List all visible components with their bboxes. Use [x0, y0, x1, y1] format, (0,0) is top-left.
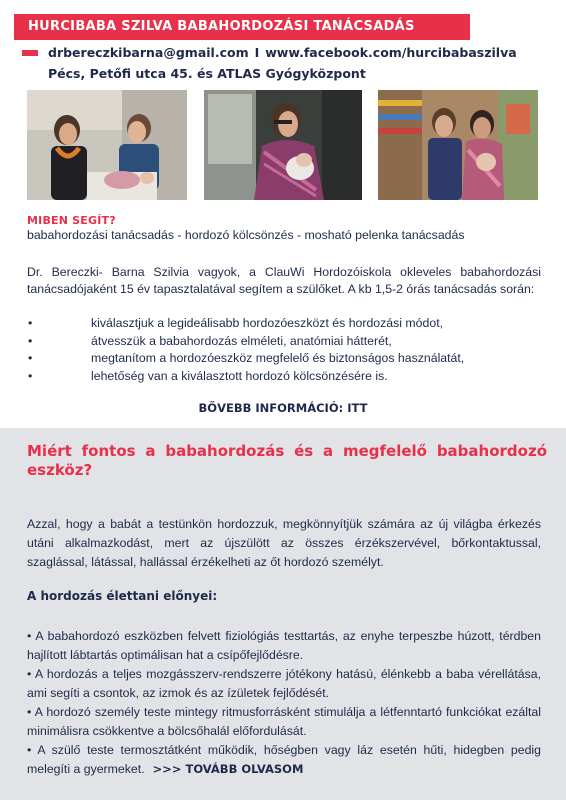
photo-consultation-changing-table [27, 90, 187, 200]
bullet-symbol: • [28, 368, 33, 383]
list-item-text: átvesszük a babahordozás elméleti, anatómiai hátterét, [91, 333, 392, 348]
help-heading: MIBEN SEGÍT? [27, 214, 116, 227]
list-item [27, 350, 547, 368]
contact-separator: I [254, 45, 260, 60]
services-line: babahordozási tanácsadás - hordozó kölcsönzés - mosható pelenka tanácsadás [27, 228, 465, 242]
address: Pécs, Petőfi utca 45. és ATLAS Gyógyközpont [48, 66, 366, 81]
list-item-text: kiválasztjuk a legideálisabb hordozóeszközt és hordozási módot, [91, 316, 444, 330]
intro-paragraph: Dr. Bereczki- Barna Szilvia vagyok, a ClauWi Hordozóiskola okleveles babahordozási tanácsadójaként 15 év tapasztalatával segítem a szülőket. A kb 1,5-2 órás tanácsadás során: [27, 265, 541, 296]
contact-line [48, 45, 548, 60]
photo-wrap-lesson [378, 90, 538, 200]
benefit-item: • A hordozó személy teste mintegy ritmusforrásként stimulálja a létfenntartó funkciókat ezáltal minimálisra csökkentve a bölcsőhalál előfordulását. [27, 705, 541, 738]
more-info-link[interactable]: BŐVEBB INFORMÁCIÓ: ITT [198, 401, 368, 415]
list-item-text: lehetőség van a kiválasztott hordozó kölcsönzésére is. [91, 368, 388, 383]
read-more-link[interactable]: >>> TOVÁBB OLVASOM [152, 762, 304, 776]
photo-consultant-with-wrap [204, 90, 362, 200]
service-bullet-list [27, 315, 547, 385]
why-title: Miért fontos a babahordozás és a megfelelő babahordozó eszköz? [27, 442, 547, 479]
benefits-heading: A hordozás élettani előnyei: [27, 589, 218, 603]
bullet-symbol: • [28, 316, 33, 330]
benefit-item [27, 741, 541, 779]
bullet-symbol: • [28, 351, 33, 365]
list-item-text: megtanítom a hordozóeszköz megfelelő és biztonságos használatát, [91, 351, 465, 365]
facebook-link[interactable]: www.facebook.com/hurcibabaszilva [265, 45, 517, 60]
benefit-item-text: • A szülő teste termosztátként működik, hőségben vagy láz esetén hűti, hidegben pedig melegíti a gyermeket. [27, 743, 541, 776]
bullet-symbol: • [28, 333, 33, 348]
list-item [27, 368, 547, 386]
contact-marker [22, 50, 38, 56]
why-paragraph: Azzal, hogy a babát a testünkön hordozzuk, megkönnyítjük számára az új világba érkezés utáni alkalmazkodást, mert az újszülött az összes érzékszervével, bőrkontaktussal, szaglással, látással, hallással érzékelheti az őt hordozó személyt. [27, 517, 541, 569]
banner-title: HURCIBABA SZILVA BABAHORDOZÁSI TANÁCSADÁS [14, 14, 470, 40]
list-item [27, 333, 547, 351]
benefit-item: • A babahordozó eszközben felvett fiziológiás testtartás, az enyhe terpeszbe húzott, térdben hajlított lábtartás optimálisan hat a csípőfejlődésre. [27, 629, 541, 662]
email-link[interactable]: drbereczkibarna@gmail.com [48, 45, 249, 60]
list-item [27, 315, 547, 333]
benefits-list [27, 627, 541, 779]
benefit-item: • A hordozás a teljes mozgásszerv-rendszerre jótékony hatású, élénkebb a baba vérellátása, ami segíti a csontok, az izmok és az ízületek fejlődését. [27, 667, 541, 700]
